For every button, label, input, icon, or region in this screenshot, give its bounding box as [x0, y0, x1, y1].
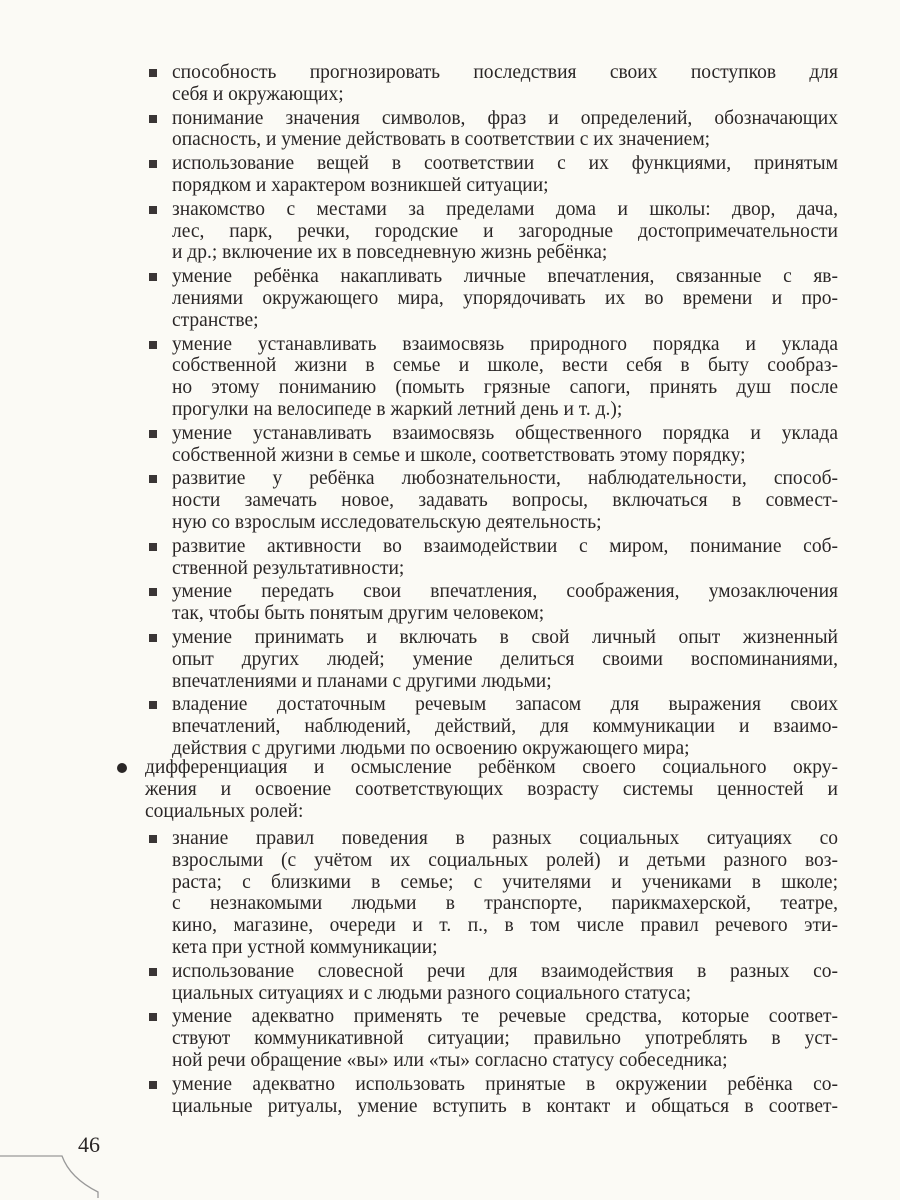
square-bullet-icon: [149, 430, 157, 438]
text-line: впечатлениями и планами с другими людьми;: [172, 670, 552, 692]
square-bullet-icon: [149, 588, 157, 596]
text-line: так, чтобы быть понятым другим человеком;: [172, 603, 545, 625]
text-line: владение достаточным речевым запасом для выражения своих: [172, 694, 838, 716]
round-bullet-icon: [117, 763, 127, 773]
text-line: кино, магазине, очереди и т. п., в том числе правил речевого эти-: [172, 915, 838, 937]
list-item: [0, 627, 900, 692]
text-line: способность прогнозировать последствия своих поступков для: [172, 62, 838, 83]
square-bullet-icon: [149, 160, 157, 168]
text-line: странстве;: [172, 309, 259, 331]
text-line: кета при устной коммуникации;: [172, 936, 438, 958]
text-line: и др.; включение их в повседневную жизнь ребёнка;: [172, 242, 608, 264]
text-line: ности замечать новое, задавать вопросы, включаться в совмест-: [172, 490, 838, 512]
text-line: умение адекватно применять те речевые средства, которые соответ-: [172, 1006, 838, 1028]
text-line: действия с другими людьми по освоению окружающего мира;: [172, 737, 690, 759]
text-line: взрослыми (с учётом их социальных ролей) и детьми разного воз-: [172, 849, 838, 871]
text-line: развитие активности во взаимодействии с миром, понимание соб-: [172, 535, 838, 557]
list-item: [0, 266, 900, 331]
square-bullet-icon: [149, 968, 157, 976]
text-line: понимание значения символов, фраз и определений, обозначающих: [172, 107, 838, 129]
square-bullet-icon: [149, 1081, 157, 1089]
text-line: знакомство с местами за пределами дома и школы: двор, дача,: [172, 198, 838, 220]
text-line: умение ребёнка накапливать личные впечатления, связанные с яв-: [172, 266, 838, 288]
list-item: [0, 62, 900, 106]
text-line: лес, парк, речки, городские и загородные достопримечательности: [172, 220, 838, 242]
text-line: жения и освоение соответствующих возрасту системы ценностей и: [145, 778, 838, 800]
text-line: с незнакомыми людьми в транспорте, парикмахерской, театре,: [172, 893, 838, 915]
list-item: [0, 757, 900, 822]
text-line: дифференциация и осмысление ребёнком своего социального окру-: [145, 757, 838, 778]
list-item: [0, 468, 900, 533]
text-line: ной речи обращение «вы» или «ты» согласно статусу собеседника;: [172, 1049, 728, 1071]
square-bullet-icon: [149, 701, 157, 709]
bullet-list-skills: [0, 62, 900, 762]
square-bullet-icon: [149, 835, 157, 843]
square-bullet-icon: [149, 341, 157, 349]
list-item: [0, 423, 900, 467]
text-line: опыт других людей; умение делиться своими воспоминаниями,: [172, 648, 838, 670]
text-line: ственной результативности;: [172, 557, 405, 579]
square-bullet-icon: [149, 206, 157, 214]
text-line: ствуют коммуникативной ситуации; правильно употреблять в уст-: [172, 1028, 838, 1050]
text-line: опасность, и умение действовать в соответствии с их значением;: [172, 129, 711, 151]
text-line: впечатлений, наблюдений, действий, для коммуникации и взаимо-: [172, 716, 838, 738]
text-line: социальных ролей:: [145, 800, 304, 822]
square-bullet-icon: [149, 543, 157, 551]
list-item: [0, 694, 900, 759]
text-line: собственной жизни в семье и школе, соответствовать этому порядку;: [172, 444, 746, 466]
list-item: [0, 1006, 900, 1071]
text-line: собственной жизни в семье и школе, вести себя в быту сообраз-: [172, 355, 838, 377]
text-line: умение адекватно использовать принятые в окружении ребёнка со-: [172, 1073, 838, 1095]
list-item: [0, 199, 900, 264]
list-item: [0, 536, 900, 580]
text-line: использование словесной речи для взаимодействия в разных со-: [172, 960, 838, 982]
bullet-list-social-skills: [0, 828, 900, 1119]
page-number: 46: [78, 1132, 100, 1157]
text-line: знание правил поведения в разных социальных ситуациях со: [172, 828, 838, 849]
main-bullet-social: [0, 757, 900, 824]
text-line: но этому пониманию (помыть грязные сапоги, принять душ после: [172, 377, 838, 399]
text-line: использование вещей в соответствии с их функциями, принятым: [172, 153, 838, 175]
list-item: [0, 961, 900, 1005]
list-item: [0, 108, 900, 152]
square-bullet-icon: [149, 475, 157, 483]
text-line: прогулки на велосипеде в жаркий летний день и т. д.);: [172, 398, 623, 420]
text-line: циальные ритуалы, умение вступить в контакт и общаться в соответ-: [172, 1095, 838, 1117]
text-line: умение устанавливать взаимосвязь общественного порядка и уклада: [172, 422, 838, 444]
square-bullet-icon: [149, 115, 157, 123]
text-line: циальных ситуациях и с людьми разного социального статуса;: [172, 982, 692, 1004]
text-line: лениями окружающего мира, упорядочивать их во времени и про-: [172, 287, 838, 309]
text-line: развитие у ребёнка любознательности, наблюдательности, способ-: [172, 468, 838, 490]
list-item: [0, 1074, 900, 1118]
square-bullet-icon: [149, 1013, 157, 1021]
square-bullet-icon: [149, 69, 157, 77]
text-line: порядком и характером возникшей ситуации;: [172, 174, 549, 196]
square-bullet-icon: [149, 634, 157, 642]
list-item: [0, 334, 900, 421]
text-line: умение передать свои впечатления, соображения, умозаключения: [172, 581, 838, 603]
text-line: умение принимать и включать в свой личный опыт жизненный: [172, 626, 838, 648]
list-item: [0, 153, 900, 197]
text-line: себя и окружающих;: [172, 83, 344, 105]
text-line: ную со взрослым исследовательскую деятельность;: [172, 511, 602, 533]
list-item: [0, 828, 900, 959]
square-bullet-icon: [149, 273, 157, 281]
text-line: умение устанавливать взаимосвязь природного порядка и уклада: [172, 333, 838, 355]
text-line: раста; с близкими в семье; с учителями и учениками в школе;: [172, 871, 838, 893]
list-item: [0, 581, 900, 625]
